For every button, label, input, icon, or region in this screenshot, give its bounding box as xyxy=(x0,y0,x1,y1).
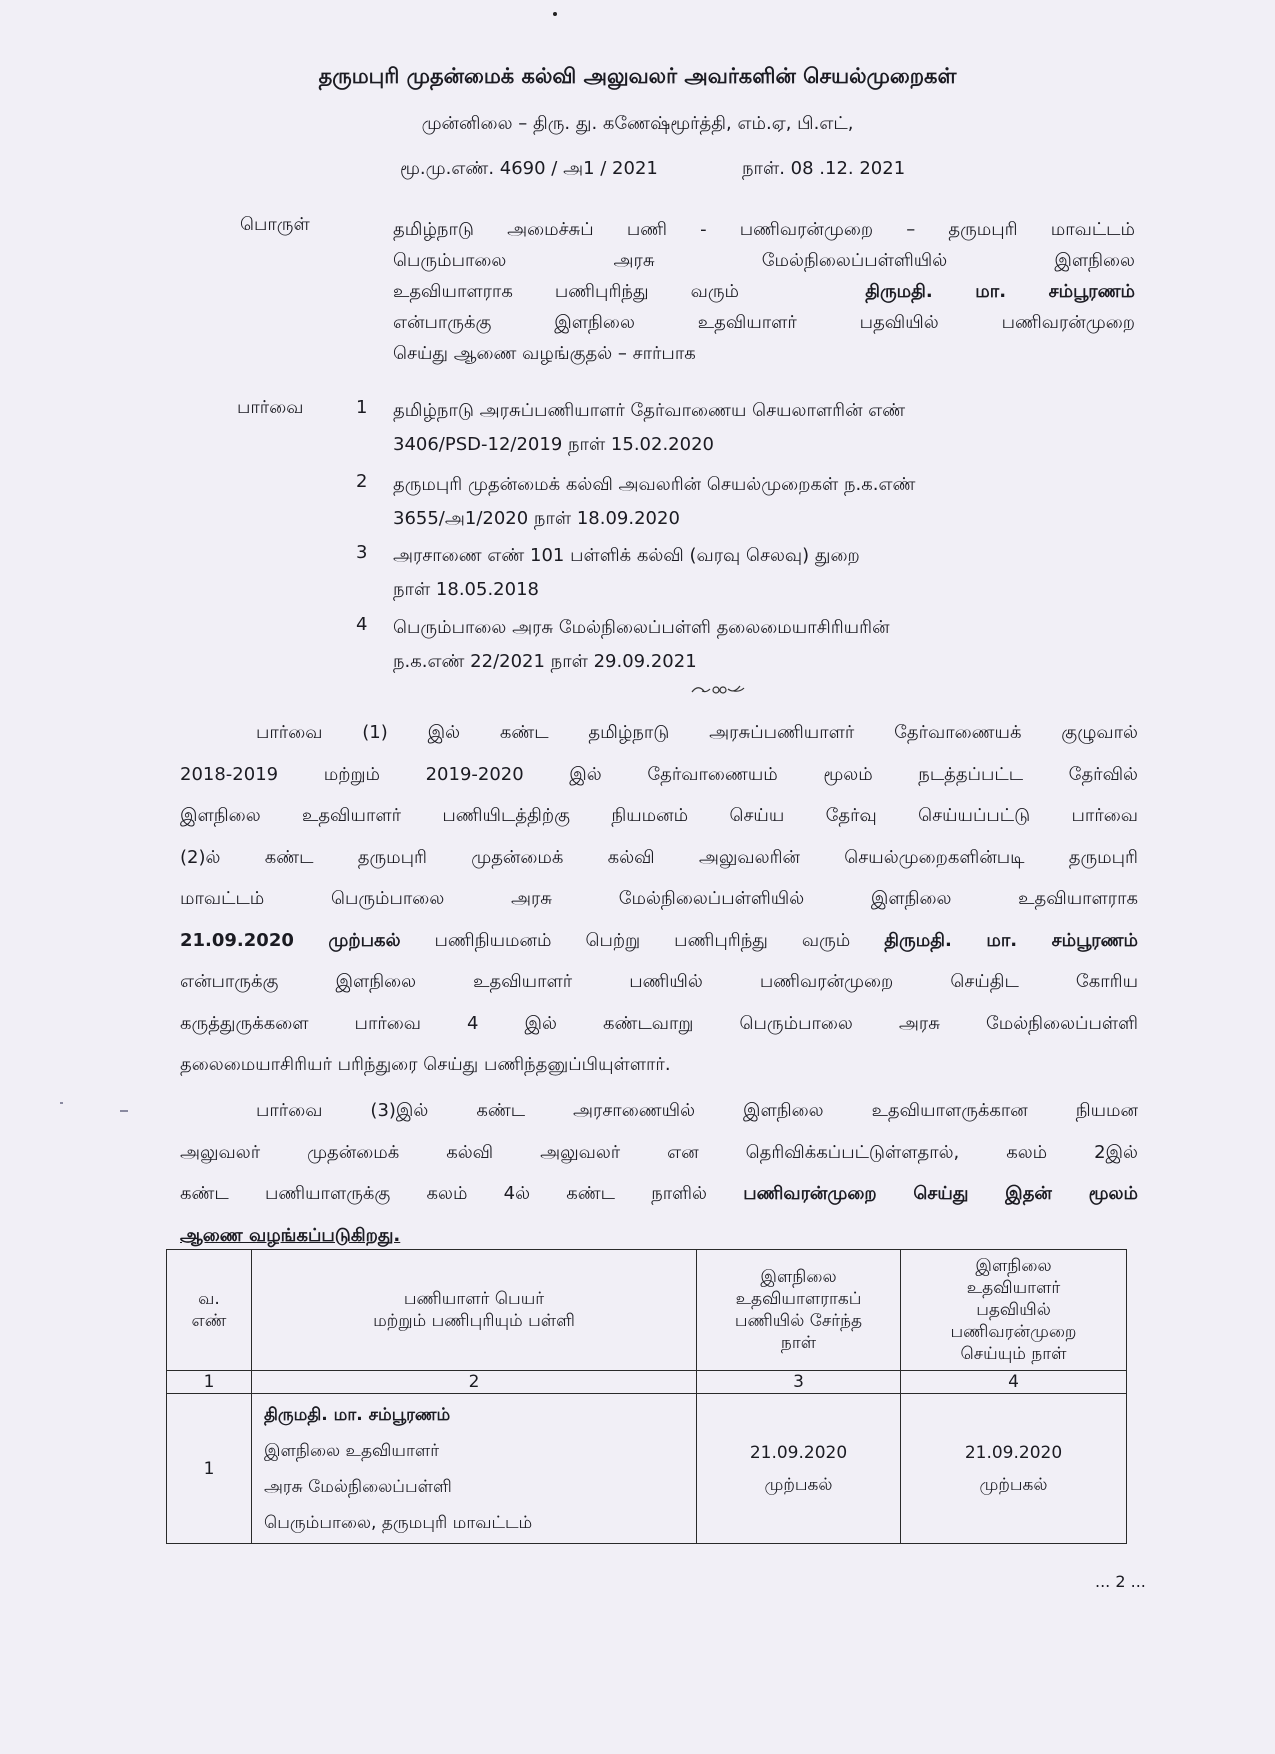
header-line: இளநிலை xyxy=(975,1256,1052,1277)
subject-line: பெரும்பாலை அரசு மேல்நிலைப்பள்ளியில் இளநிலை xyxy=(393,250,1135,271)
section-divider-ornament xyxy=(690,682,746,696)
header-line: பதவியில் xyxy=(976,1300,1051,1321)
header-line: நாள் xyxy=(780,1333,817,1354)
header-line: மற்றும் பணிபுரியும் பள்ளி xyxy=(373,1311,575,1332)
reference-number-label: 2 xyxy=(356,471,368,492)
scan-speck xyxy=(60,1102,63,1104)
header-line: உதவியாளராகப் xyxy=(735,1289,862,1310)
joining-date-value: 21.09.2020 xyxy=(749,1442,848,1463)
para-line: (2)ல் கண்ட தருமபுரி முதன்மைக் கல்வி அலுவலரின் செயல்முறைகளின்படி தருமபுரி xyxy=(180,846,1138,868)
employee-designation: இளநிலை உதவியாளர் xyxy=(264,1440,440,1461)
scan-dot xyxy=(553,12,557,16)
header-line: எண் xyxy=(191,1311,227,1332)
body-paragraph-2 xyxy=(180,1090,1138,1256)
order-date: நாள். 08 .12. 2021 xyxy=(742,158,906,179)
header-line: இளநிலை xyxy=(760,1267,837,1288)
header-line: உதவியாளர் xyxy=(966,1278,1061,1299)
subject-line-part: உதவியாளராக பணிபுரிந்து வரும் xyxy=(393,281,740,302)
para-line: அலுவலர் முதன்மைக் கல்வி அலுவலர் என தெரிவிக்கப்பட்டுள்ளதால், கலம் 2இல் xyxy=(180,1141,1138,1163)
employee-place: பெரும்பாலை, தருமபுரி மாவட்டம் xyxy=(264,1512,533,1533)
order-phrase-bold: ஆணை வழங்கப்படுகிறது. xyxy=(180,1224,401,1246)
regularisation-session: முற்பகல் xyxy=(979,1474,1048,1495)
reference-line: ந.க.எண் 22/2021 நாள் 29.09.2021 xyxy=(393,651,697,672)
para-line: தலைமையாசிரியர் பரிந்துரை செய்து பணிந்தனுப்பியுள்ளார். xyxy=(180,1054,671,1075)
column-number: 4 xyxy=(901,1371,1127,1394)
row-serial-no: 1 xyxy=(167,1394,252,1544)
body-paragraph-1 xyxy=(180,712,1138,1086)
appointment-date-bold: 21.09.2020 முற்பகல் xyxy=(180,929,401,951)
regularisation-table xyxy=(166,1249,1127,1544)
header-regularisation-date xyxy=(901,1250,1127,1371)
subject-label: பொருள் xyxy=(240,214,310,235)
reference-number-label: 1 xyxy=(356,397,368,418)
table-column-number-row xyxy=(167,1371,1127,1394)
reference-number: மூ.மு.எண். 4690 / அ1 / 2021 xyxy=(400,158,658,179)
para-line: கருத்துருக்களை பார்வை 4 இல் கண்டவாறு பெரும்பாலை அரசு மேல்நிலைப்பள்ளி xyxy=(180,1012,1138,1034)
header-employee xyxy=(252,1250,697,1371)
subject-line: செய்து ஆணை வழங்குதல் – சார்பாக xyxy=(393,343,696,364)
reference-item xyxy=(393,539,860,607)
reference-line: தமிழ்நாடு அரசுப்பணியாளர் தேர்வாணைய செயலாளரின் எண் xyxy=(393,400,906,421)
reference-line: 3406/PSD-12/2019 நாள் 15.02.2020 xyxy=(393,434,714,455)
reference-line: தருமபுரி முதன்மைக் கல்வி அவலரின் செயல்முறைகள் ந.க.எண் xyxy=(393,474,916,495)
subject-text xyxy=(393,214,1135,369)
employee-name-bold: திருமதி. மா. சம்பூரணம் xyxy=(865,281,1135,302)
order-phrase-bold: பணிவரன்முறை செய்து இதன் மூலம் xyxy=(743,1183,1138,1204)
para-line xyxy=(180,920,1138,962)
scan-speck xyxy=(120,1110,128,1112)
header-line: பணியில் சேர்ந்த xyxy=(734,1311,863,1332)
reference-line: பெரும்பாலை அரசு மேல்நிலைப்பள்ளி தலைமையாசிரியரின் xyxy=(393,617,890,638)
joining-session: முற்பகல் xyxy=(764,1474,833,1495)
para-line: இளநிலை உதவியாளர் பணியிடத்திற்கு நியமனம் செய்ய தேர்வு செய்யப்பட்டு பார்வை xyxy=(180,805,1138,826)
reference-line: அரசாணை எண் 101 பள்ளிக் கல்வி (வரவு செலவு) துறை xyxy=(393,545,860,566)
reference-line: 3655/அ1/2020 நாள் 18.09.2020 xyxy=(393,508,680,529)
para-line: என்பாருக்கு இளநிலை உதவியாளர் பணியில் பணிவரன்முறை செய்திட கோரிய xyxy=(180,971,1138,992)
page-continuation: ... 2 ... xyxy=(1095,1572,1146,1591)
column-number: 2 xyxy=(252,1371,697,1394)
para-line: 2018-2019 மற்றும் 2019-2020 இல் தேர்வாணையம் மூலம் நடத்தப்பட்ட தேர்வில் xyxy=(180,763,1138,785)
table-row xyxy=(167,1394,1127,1544)
subject-line: தமிழ்நாடு அமைச்சுப் பணி - பணிவரன்முறை – தருமபுரி மாவட்டம் xyxy=(393,219,1135,240)
header-line: வ. xyxy=(198,1289,220,1310)
para-line: பார்வை (3)இல் கண்ட அரசாணையில் இளநிலை உதவியாளருக்கான நியமன xyxy=(256,1100,1138,1121)
header-line: பணியாளர் பெயர் xyxy=(403,1289,545,1310)
para-line: மாவட்டம் பெரும்பாலை அரசு மேல்நிலைப்பள்ளியில் இளநிலை உதவியாளராக xyxy=(180,888,1138,909)
employee-school: அரசு மேல்நிலைப்பள்ளி xyxy=(264,1476,452,1497)
table-header-row xyxy=(167,1250,1127,1371)
header-joining-date xyxy=(697,1250,901,1371)
header-line: பணிவரன்முறை xyxy=(950,1322,1077,1343)
reference-item xyxy=(393,611,890,679)
references-label: பார்வை xyxy=(237,397,304,418)
subject-line xyxy=(393,276,1135,307)
para-line-part: பணிநியமனம் பெற்று பணிபுரிந்து வரும் xyxy=(434,929,851,951)
presence-line: முன்னிலை – திரு. து. கணேஷ்மூர்த்தி, எம்.ஏ, பி.எட், xyxy=(421,113,854,134)
employee-name: திருமதி. மா. சம்பூரணம் xyxy=(264,1404,451,1425)
para-line: பார்வை (1) இல் கண்ட தமிழ்நாடு அரசுப்பணியாளர் தேர்வாணையக் குழுவால் xyxy=(256,722,1138,743)
row-regularisation-date xyxy=(901,1394,1127,1544)
subject-line: என்பாருக்கு இளநிலை உதவியாளர் பதவியில் பணிவரன்முறை xyxy=(393,312,1135,333)
column-number: 3 xyxy=(697,1371,901,1394)
para-line-part: கண்ட பணியாளருக்கு கலம் 4ல் கண்ட நாளில் xyxy=(180,1183,708,1204)
para-line xyxy=(180,1173,1138,1215)
regularisation-date-value: 21.09.2020 xyxy=(964,1442,1063,1463)
reference-item xyxy=(393,468,915,536)
header-line: செய்யும் நாள் xyxy=(960,1344,1067,1365)
reference-line: நாள் 18.05.2018 xyxy=(393,579,539,600)
reference-number-label: 4 xyxy=(356,614,368,635)
document-title: தருமபுரி முதன்மைக் கல்வி அலுவலர் அவர்களின் செயல்முறைகள் xyxy=(318,64,957,88)
reference-item xyxy=(393,394,905,462)
header-serial-no xyxy=(167,1250,252,1371)
column-number: 1 xyxy=(167,1371,252,1394)
reference-number-label: 3 xyxy=(356,542,368,563)
employee-name-bold: திருமதி. மா. சம்பூரணம் xyxy=(884,929,1138,951)
row-joining-date xyxy=(697,1394,901,1544)
row-employee-details xyxy=(252,1394,697,1544)
